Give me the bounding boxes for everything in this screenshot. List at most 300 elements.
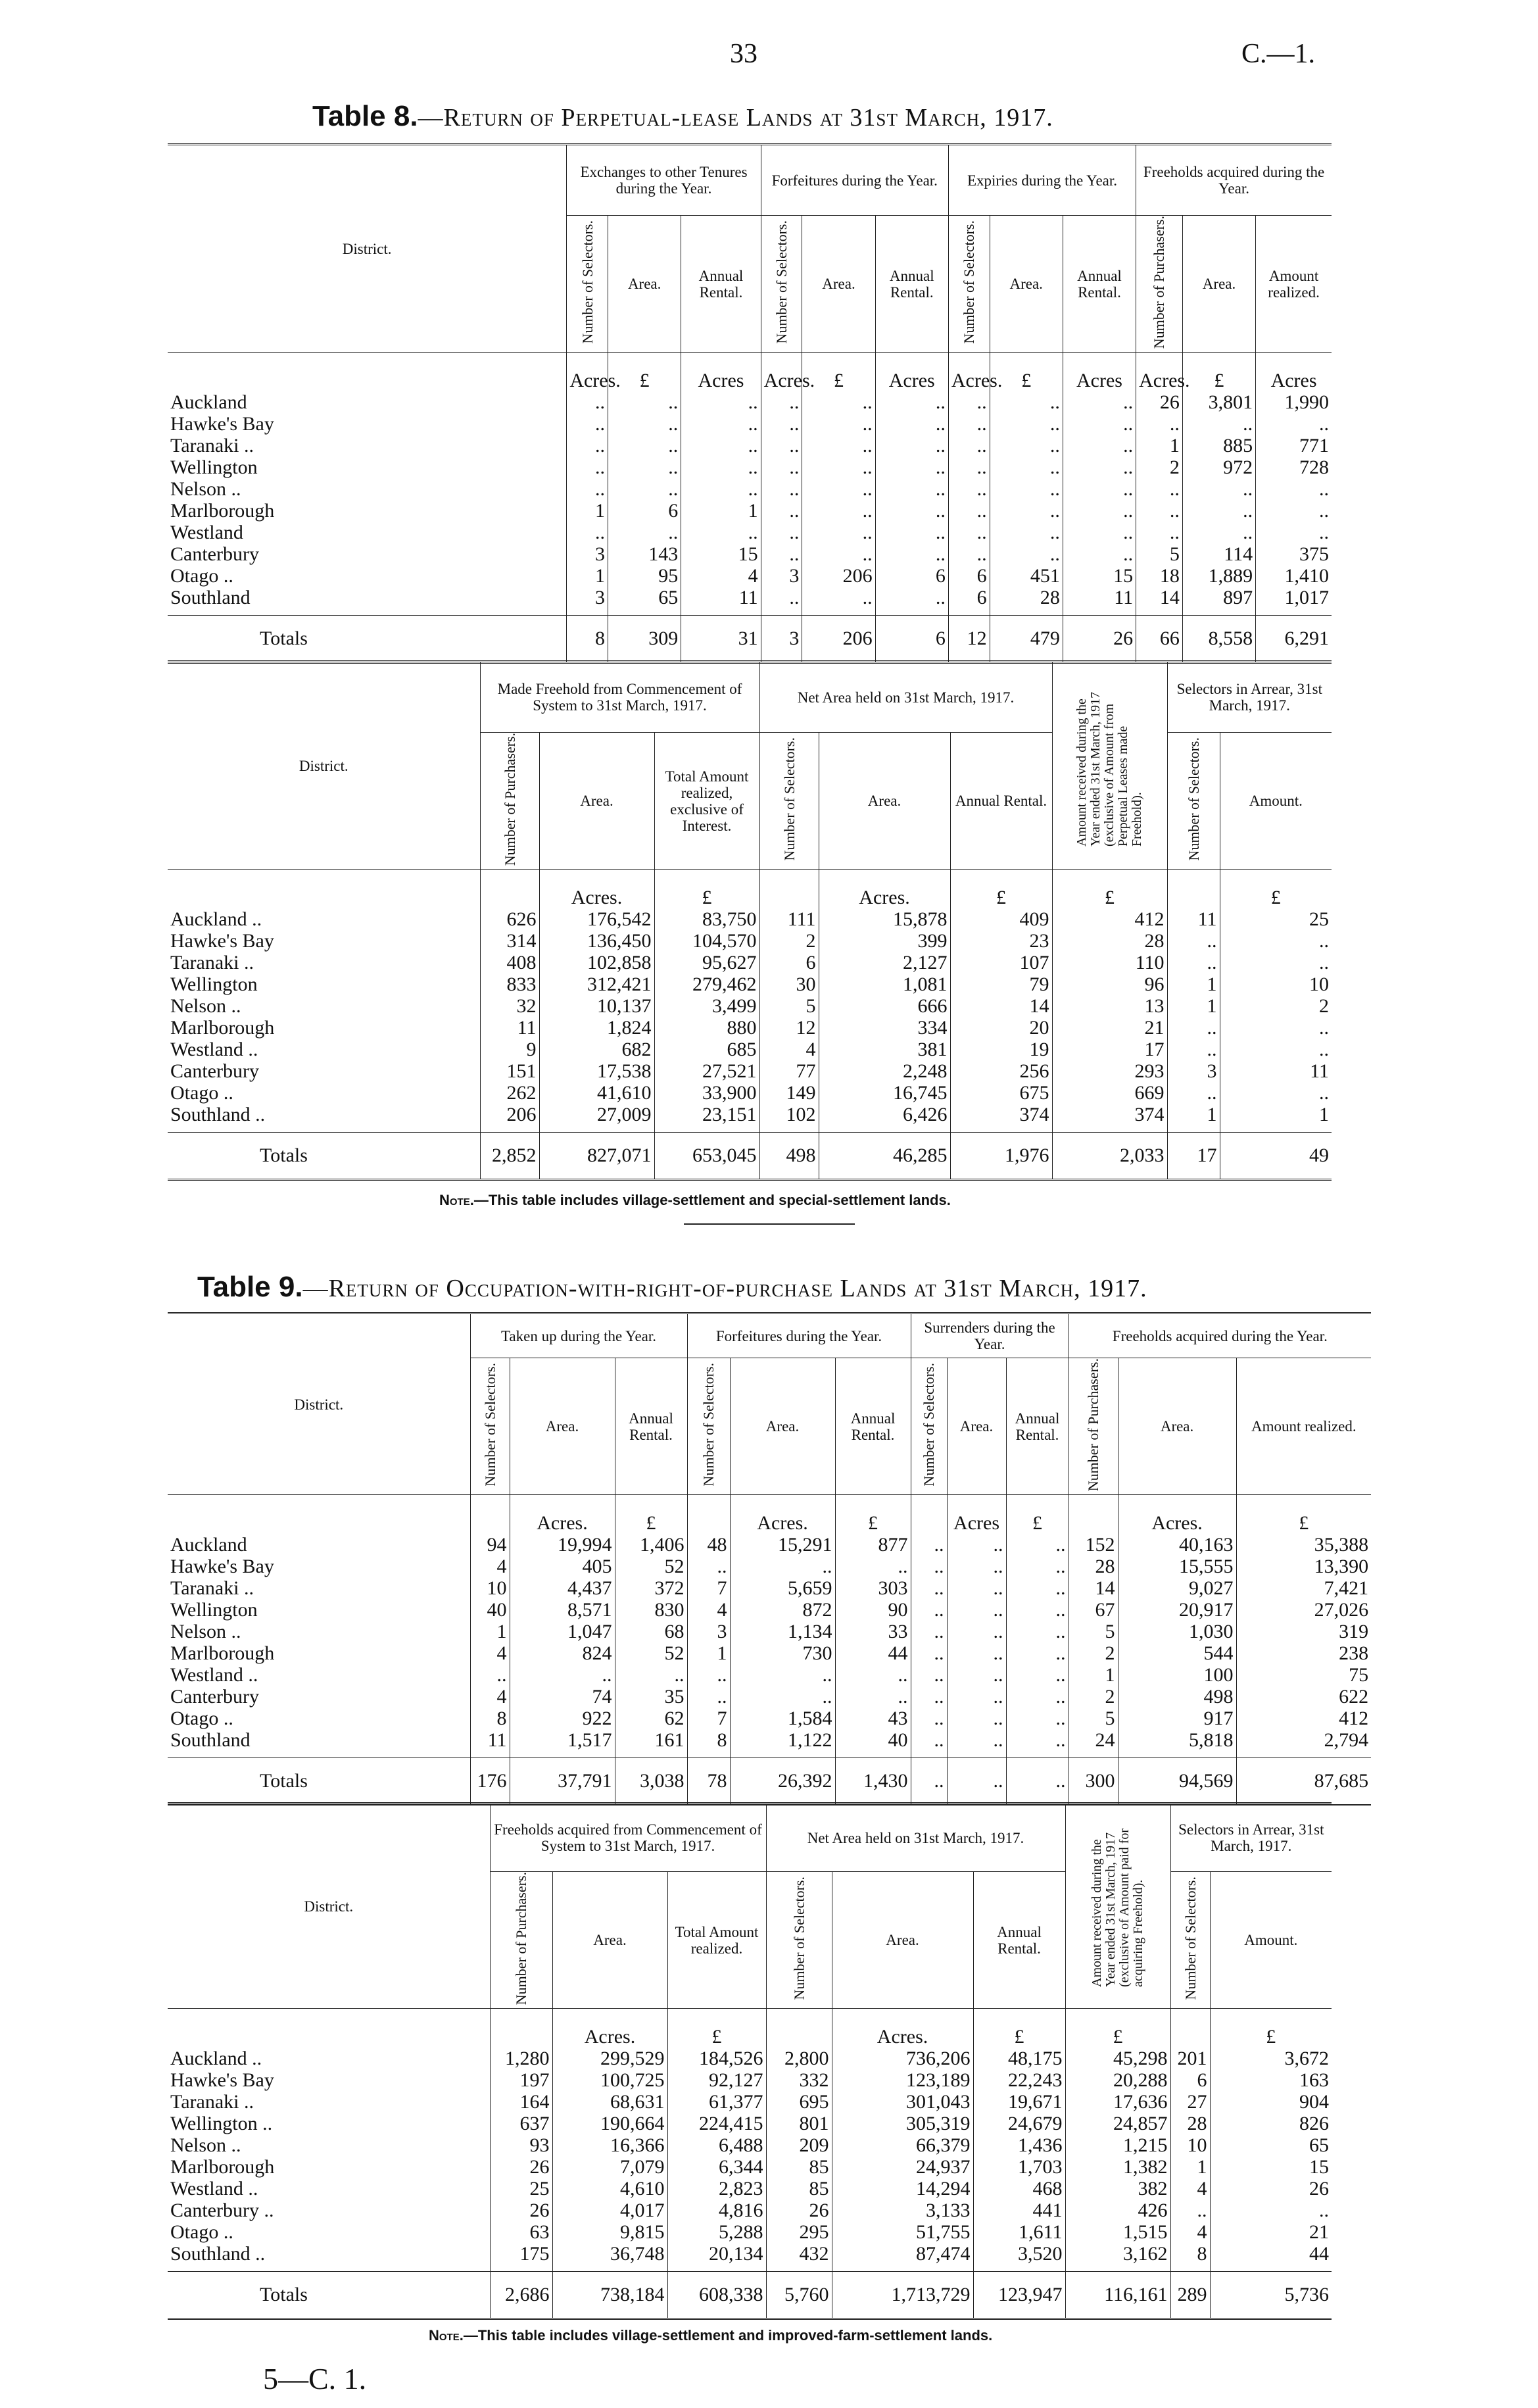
table-cell: 6 <box>608 500 681 522</box>
table-cell: .. <box>567 456 608 478</box>
table-cell: 5 <box>759 995 819 1017</box>
table-cell: 48 <box>687 1534 730 1556</box>
table9-occupation-right-of-purchase <box>168 1312 1371 1806</box>
table-row <box>168 1664 1371 1686</box>
table-cell: .. <box>761 413 802 435</box>
table-cell: 3,520 <box>973 2243 1065 2272</box>
col-header-total-amount: Total Amount realized. <box>667 1872 766 2009</box>
table-cell: 833 <box>480 973 539 995</box>
table-cell: 68,631 <box>552 2091 667 2113</box>
table-cell: 95,627 <box>654 952 759 973</box>
col-header-area: Area. <box>539 733 654 870</box>
table-cell: 63 <box>490 2221 552 2243</box>
table-cell: .. <box>947 1599 1006 1621</box>
district-header: District. <box>168 662 480 870</box>
table-cell: .. <box>911 1642 947 1664</box>
table-cell: .. <box>608 522 681 543</box>
total-cell: 17 <box>1167 1133 1220 1180</box>
table-cell: .. <box>835 1686 911 1708</box>
table-cell: .. <box>947 1664 1006 1686</box>
table-cell: 1,410 <box>1256 565 1332 587</box>
table-cell: 14 <box>950 995 1052 1017</box>
table-cell: 1 <box>1167 1104 1220 1133</box>
unit-label: Acres. <box>730 1495 835 1535</box>
table-cell: 685 <box>654 1039 759 1060</box>
table-cell: .. <box>835 1664 911 1686</box>
col-header-rental: Annual Rental. <box>1006 1358 1069 1495</box>
unit-label: Acres. <box>761 353 802 392</box>
table-row <box>168 2199 1332 2221</box>
table-cell: .. <box>947 1621 1006 1642</box>
district-name: Westland <box>170 522 243 544</box>
table-cell: .. <box>681 435 761 456</box>
table-cell: 28 <box>1052 930 1167 952</box>
unit-label: Acres. <box>539 870 654 909</box>
table-cell: 114 <box>1182 543 1255 565</box>
table-cell: 175 <box>490 2243 552 2272</box>
table-row <box>168 391 1332 413</box>
table-cell: 824 <box>510 1642 615 1664</box>
table-cell: .. <box>608 391 681 413</box>
table-cell: 9,027 <box>1118 1577 1236 1599</box>
table-cell: 15,291 <box>730 1534 835 1556</box>
unit-label: Acres <box>681 353 761 392</box>
table-row <box>168 1621 1371 1642</box>
table-cell: 11 <box>470 1729 510 1758</box>
table-cell: 11 <box>480 1017 539 1039</box>
table-cell: 26 <box>490 2199 552 2221</box>
col-header-selectors: Number of Selectors. <box>781 737 798 861</box>
table-cell: 15 <box>681 543 761 565</box>
table-cell: 2,800 <box>766 2048 832 2069</box>
total-cell: 608,338 <box>667 2272 766 2319</box>
table-cell: .. <box>1256 500 1332 522</box>
col-header-selectors: Number of Selectors. <box>1182 1877 1199 2000</box>
table-cell: 28 <box>990 587 1063 616</box>
table-cell: .. <box>802 456 875 478</box>
table-cell: .. <box>1167 952 1220 973</box>
district-name: Wellington <box>170 1599 258 1621</box>
col-header-total-amount: Total Amount realized, exclusive of Interest. <box>654 733 759 870</box>
unit-label <box>759 870 819 909</box>
table-cell: 74 <box>510 1686 615 1708</box>
col-header-area: Area. <box>608 216 681 353</box>
table-cell: 197 <box>490 2069 552 2091</box>
table-cell: 381 <box>819 1039 950 1060</box>
table-cell: 3,499 <box>654 995 759 1017</box>
total-cell: 87,685 <box>1236 1758 1371 1806</box>
table-cell: .. <box>948 391 990 413</box>
district-name: Marlborough <box>170 500 275 522</box>
table-row <box>168 1686 1371 1708</box>
table-cell: 2 <box>759 930 819 952</box>
table-cell: .. <box>802 587 875 616</box>
table-cell: 5 <box>1069 1708 1118 1729</box>
district-name: Auckland <box>170 391 247 414</box>
table-cell: .. <box>761 500 802 522</box>
col-header-purchasers: Number of Purchasers. <box>501 733 518 866</box>
table-cell: .. <box>911 1686 947 1708</box>
table-cell: 14 <box>1069 1577 1118 1599</box>
table-cell: .. <box>608 456 681 478</box>
table-cell: .. <box>875 391 948 413</box>
table-cell: 27,009 <box>539 1104 654 1133</box>
table-cell: .. <box>875 587 948 616</box>
table-cell: 100,725 <box>552 2069 667 2091</box>
totals-row <box>168 616 1332 663</box>
table-cell: 5 <box>1136 543 1183 565</box>
table-row <box>168 456 1332 478</box>
table-cell: .. <box>875 500 948 522</box>
table-row <box>168 1104 1332 1133</box>
table-row <box>168 1017 1332 1039</box>
col-header-area: Area. <box>832 1872 973 2009</box>
table-cell: 190,664 <box>552 2113 667 2134</box>
table-cell: .. <box>911 1599 947 1621</box>
total-cell: 8 <box>567 616 608 663</box>
totals-row <box>168 1133 1332 1180</box>
group-header-expiries: Expiries during the Year. <box>948 145 1136 216</box>
table-cell: 1,406 <box>615 1534 687 1556</box>
table-cell: 3 <box>687 1621 730 1642</box>
table-cell: 3 <box>567 543 608 565</box>
total-cell: 8,558 <box>1182 616 1255 663</box>
district-name: Wellington .. <box>170 2113 273 2135</box>
table-cell: .. <box>1170 2199 1210 2221</box>
total-cell: 31 <box>681 616 761 663</box>
unit-label: £ <box>1210 2009 1332 2048</box>
district-name: Wellington <box>170 456 258 479</box>
table-cell: 21 <box>1052 1017 1167 1039</box>
table-cell: .. <box>911 1729 947 1758</box>
district-name: Taranaki .. <box>170 1577 254 1600</box>
table-cell: 917 <box>1118 1708 1236 1729</box>
table-row <box>168 2134 1332 2156</box>
total-cell: 2,852 <box>480 1133 539 1180</box>
totals-row <box>168 1758 1371 1806</box>
col-header-area: Area. <box>730 1358 835 1495</box>
unit-label: £ <box>973 2009 1065 2048</box>
total-cell: 6,291 <box>1256 616 1332 663</box>
table-cell: 224,415 <box>667 2113 766 2134</box>
table-cell: .. <box>911 1577 947 1599</box>
col-header-rental: Annual Rental. <box>615 1358 687 1495</box>
table-cell: .. <box>875 478 948 500</box>
unit-row-spacer <box>168 2009 490 2048</box>
table-cell: 18 <box>1136 565 1183 587</box>
table-cell: .. <box>911 1664 947 1686</box>
table-cell: 40,163 <box>1118 1534 1236 1556</box>
district-name: Auckland .. <box>170 2048 262 2070</box>
unit-label: Acres. <box>1118 1495 1236 1535</box>
district-name: Westland .. <box>170 1664 258 1686</box>
totals-label: Totals <box>168 1133 480 1180</box>
table-cell: 151 <box>480 1060 539 1082</box>
table-cell: 107 <box>950 952 1052 973</box>
table-row <box>168 995 1332 1017</box>
table-cell: 5,818 <box>1118 1729 1236 1758</box>
table-cell: 206 <box>802 565 875 587</box>
note-text: —This table includes village-settlement and improved-farm-settlement lands. <box>463 2327 993 2344</box>
table-cell: 30 <box>759 973 819 995</box>
table-cell: 52 <box>615 1556 687 1577</box>
table-cell: 92,127 <box>667 2069 766 2091</box>
table-cell: 544 <box>1118 1642 1236 1664</box>
table-cell: 1,047 <box>510 1621 615 1642</box>
table-cell: 1,017 <box>1256 587 1332 616</box>
note-label: Note. <box>429 2327 464 2344</box>
table-cell: .. <box>1006 1642 1069 1664</box>
page-number: 33 <box>730 39 757 69</box>
table-cell: 4 <box>1170 2178 1210 2199</box>
table-cell: 10,137 <box>539 995 654 1017</box>
table-cell: 299,529 <box>552 2048 667 2069</box>
table-cell: 10 <box>1220 973 1332 995</box>
table-cell: 75 <box>1236 1664 1371 1686</box>
table-cell: .. <box>1167 1017 1220 1039</box>
table-cell: 90 <box>835 1599 911 1621</box>
table-cell: 201 <box>1170 2048 1210 2069</box>
table-row <box>168 1642 1371 1664</box>
table-cell: .. <box>802 500 875 522</box>
table-cell: 374 <box>1052 1104 1167 1133</box>
table-cell: 405 <box>510 1556 615 1577</box>
table9-label: Table 9. <box>197 1271 303 1303</box>
table-cell: 4 <box>1170 2221 1210 2243</box>
table-cell: 4,610 <box>552 2178 667 2199</box>
district-name: Southland .. <box>170 2243 266 2265</box>
table-cell: .. <box>681 522 761 543</box>
table-cell: 65 <box>608 587 681 616</box>
table-cell: 1,611 <box>973 2221 1065 2243</box>
table-cell: .. <box>1006 1708 1069 1729</box>
table-cell: .. <box>730 1664 835 1686</box>
table-cell: 4 <box>470 1686 510 1708</box>
table-cell: .. <box>687 1664 730 1686</box>
unit-label: £ <box>1006 1495 1069 1535</box>
table-cell: .. <box>470 1664 510 1686</box>
district-name: Southland .. <box>170 1104 266 1126</box>
table-cell: 293 <box>1052 1060 1167 1082</box>
table-cell: 40 <box>470 1599 510 1621</box>
table-cell: .. <box>1136 500 1183 522</box>
district-name: Otago .. <box>170 1082 233 1104</box>
table-cell: 256 <box>950 1060 1052 1082</box>
total-cell: 12 <box>948 616 990 663</box>
table-cell: 7,079 <box>552 2156 667 2178</box>
table-cell: 295 <box>766 2221 832 2243</box>
table8-perpetual-lease-continued <box>168 660 1332 1181</box>
table-cell: 23 <box>950 930 1052 952</box>
table-cell: 44 <box>1210 2243 1332 2272</box>
total-cell: 738,184 <box>552 2272 667 2319</box>
table-cell: .. <box>948 478 990 500</box>
group-header-freeholds-acquired: Freeholds acquired from Commencement of System to 31st March, 1917. <box>490 1804 766 1872</box>
table-cell: 24,679 <box>973 2113 1065 2134</box>
table-cell: 7 <box>687 1577 730 1599</box>
table-cell: 149 <box>759 1082 819 1104</box>
table-cell: 6,488 <box>667 2134 766 2156</box>
table-row <box>168 2091 1332 2113</box>
total-cell: 46,285 <box>819 1133 950 1180</box>
table-cell: 26 <box>1210 2178 1332 2199</box>
col-header-rental: Annual Rental. <box>973 1872 1065 2009</box>
table-cell: .. <box>802 478 875 500</box>
table-cell: 24,857 <box>1065 2113 1170 2134</box>
district-name: Marlborough <box>170 1017 275 1039</box>
table-cell: 826 <box>1210 2113 1332 2134</box>
table-row <box>168 2156 1332 2178</box>
table-row <box>168 2178 1332 2199</box>
table-cell: .. <box>990 391 1063 413</box>
table-cell: 32 <box>480 995 539 1017</box>
table-cell: .. <box>1063 522 1136 543</box>
table-cell: 922 <box>510 1708 615 1729</box>
table-cell: 96 <box>1052 973 1167 995</box>
table-cell: 1,081 <box>819 973 950 995</box>
table-cell: .. <box>567 391 608 413</box>
table-cell: .. <box>990 456 1063 478</box>
table-cell: 43 <box>835 1708 911 1729</box>
district-name: Taranaki .. <box>170 2091 254 2113</box>
total-cell: 49 <box>1220 1133 1332 1180</box>
unit-label: £ <box>615 1495 687 1535</box>
table-cell: .. <box>911 1534 947 1556</box>
district-name: Southland <box>170 587 251 609</box>
table-cell: 6 <box>875 565 948 587</box>
table-cell: .. <box>1006 1621 1069 1642</box>
table9-caption: —Return of Occupation-with-right-of-purchase Lands at 31st March, 1917. <box>302 1275 1147 1302</box>
unit-label: Acres. <box>832 2009 973 2048</box>
table-cell: 972 <box>1182 456 1255 478</box>
table-cell: .. <box>947 1534 1006 1556</box>
table-cell: 4 <box>681 565 761 587</box>
table-cell: 26 <box>1136 391 1183 413</box>
table-cell: 1,215 <box>1065 2134 1170 2156</box>
table-cell: 877 <box>835 1534 911 1556</box>
unit-label <box>470 1495 510 1535</box>
table-cell: .. <box>730 1556 835 1577</box>
col-header-area: Area. <box>1182 216 1255 353</box>
table-cell: .. <box>1136 413 1183 435</box>
table-cell: 4,017 <box>552 2199 667 2221</box>
table-cell: 15 <box>1063 565 1136 587</box>
table-row <box>168 587 1332 616</box>
note-label: Note. <box>439 1192 474 1208</box>
table-cell: 4 <box>759 1039 819 1060</box>
table-cell: 94 <box>470 1534 510 1556</box>
district-header: District. <box>168 145 567 353</box>
table-cell: 622 <box>1236 1686 1371 1708</box>
unit-label: Acres <box>1063 353 1136 392</box>
table-cell: .. <box>1167 1039 1220 1060</box>
table-cell: 885 <box>1182 435 1255 456</box>
table-cell: 372 <box>615 1577 687 1599</box>
table-cell: 262 <box>480 1082 539 1104</box>
district-name: Auckland <box>170 1534 247 1556</box>
col-header-selectors: Number of Selectors. <box>921 1363 938 1487</box>
unit-label <box>480 870 539 909</box>
district-name: Marlborough <box>170 2156 275 2178</box>
table-cell: .. <box>761 522 802 543</box>
table-cell: .. <box>875 522 948 543</box>
table-cell: 880 <box>654 1017 759 1039</box>
table-cell: .. <box>615 1664 687 1686</box>
table-cell: 77 <box>759 1060 819 1082</box>
col-header-amount: Amount. <box>1210 1872 1332 2009</box>
table-cell: 2 <box>1136 456 1183 478</box>
table-cell: 897 <box>1182 587 1255 616</box>
table-cell: 9 <box>480 1039 539 1060</box>
table-cell: .. <box>1063 413 1136 435</box>
table-cell: .. <box>1256 413 1332 435</box>
table-cell: 13,390 <box>1236 1556 1371 1577</box>
total-cell: 37,791 <box>510 1758 615 1806</box>
table-row <box>168 2113 1332 2134</box>
table-cell: 412 <box>1236 1708 1371 1729</box>
district-name: Hawke's Bay <box>170 1556 274 1578</box>
table-cell: .. <box>1256 522 1332 543</box>
table-cell: 10 <box>1170 2134 1210 2156</box>
district-name: Wellington <box>170 973 258 996</box>
total-cell: 176 <box>470 1758 510 1806</box>
group-header-freeholds: Freeholds acquired during the Year. <box>1069 1314 1371 1358</box>
table-cell: 25 <box>490 2178 552 2199</box>
group-header-forfeitures: Forfeitures during the Year. <box>687 1314 911 1358</box>
table-cell: 2,794 <box>1236 1729 1371 1758</box>
total-cell: 206 <box>802 616 875 663</box>
district-name: Canterbury <box>170 1686 259 1708</box>
table-cell: 209 <box>766 2134 832 2156</box>
table-cell: 83,750 <box>654 908 759 930</box>
table-cell: 9,815 <box>552 2221 667 2243</box>
unit-label <box>1069 1495 1118 1535</box>
table-cell: 45,298 <box>1065 2048 1170 2069</box>
table-row <box>168 973 1332 995</box>
table-row <box>168 1708 1371 1729</box>
table-row <box>168 500 1332 522</box>
district-name: Hawke's Bay <box>170 930 274 952</box>
unit-label <box>687 1495 730 1535</box>
table-cell: 102 <box>759 1104 819 1133</box>
total-cell: 1,976 <box>950 1133 1052 1180</box>
total-cell: 2,686 <box>490 2272 552 2319</box>
table-cell: .. <box>687 1556 730 1577</box>
table-cell: 62 <box>615 1708 687 1729</box>
table-cell: 3 <box>761 565 802 587</box>
table-cell: .. <box>567 413 608 435</box>
table-cell: 2,823 <box>667 2178 766 2199</box>
table-cell: .. <box>1006 1729 1069 1758</box>
table-cell: 111 <box>759 908 819 930</box>
table-cell: 52 <box>615 1642 687 1664</box>
table-cell: .. <box>948 456 990 478</box>
table-cell: .. <box>802 522 875 543</box>
unit-label: Acres. <box>552 2009 667 2048</box>
table-cell: .. <box>1210 2199 1332 2221</box>
total-cell: 3,038 <box>615 1758 687 1806</box>
district-name: Otago .. <box>170 565 233 587</box>
group-header-surrenders: Surrenders during the Year. <box>911 1314 1069 1358</box>
unit-row <box>168 870 1332 909</box>
col-header-area: Area. <box>947 1358 1006 1495</box>
table-cell: 14 <box>1136 587 1183 616</box>
table-cell: 41,610 <box>539 1082 654 1104</box>
table-cell: 801 <box>766 2113 832 2134</box>
col-header-selectors: Number of Selectors. <box>1185 737 1202 861</box>
table-cell: 3,801 <box>1182 391 1255 413</box>
col-header-selectors: Number of Selectors. <box>700 1363 717 1487</box>
